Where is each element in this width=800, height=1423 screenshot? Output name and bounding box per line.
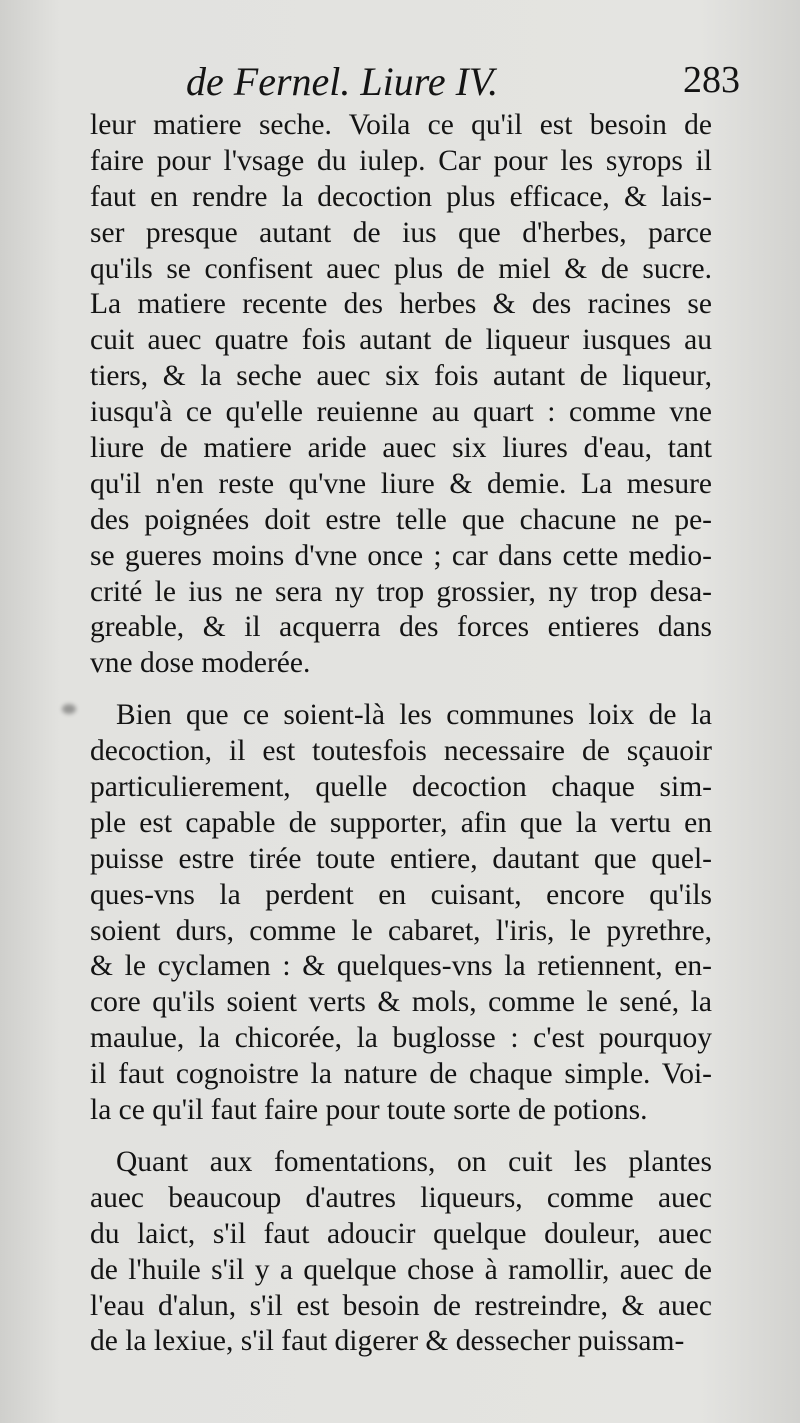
page-header — [90, 58, 740, 108]
text-line: tiers, & la seche auec six fois autant de liqueur, — [90, 360, 712, 393]
text-line: ser presque autant de ius que d'herbes, parce — [90, 216, 712, 249]
text-line: liure de matiere aride auec six liures d'eau, tant — [90, 432, 712, 465]
text-line: iusqu'à ce qu'elle reuienne au quart : comme vne — [90, 396, 712, 429]
paragraph — [90, 698, 712, 1129]
text-line: core qu'ils soient verts & mols, comme le sené, la — [90, 986, 712, 1019]
text-line: vne dose moderée. — [90, 647, 311, 680]
text-line: du laict, s'il faut adoucir quelque douleur, auec — [90, 1217, 712, 1250]
text-line: cuit auec quatre fois autant de liqueur iusques au — [90, 324, 712, 357]
text-line: maulue, la chicorée, la buglosse : c'est pourquoy — [90, 1022, 712, 1055]
text-line: faire pour l'vsage du iulep. Car pour les syrops il — [90, 144, 712, 177]
paragraph — [90, 1145, 712, 1360]
text-line: faut en rendre la decoction plus efficace, & lais- — [90, 180, 712, 213]
text-line: qu'ils se confisent auec plus de miel & de sucre. — [90, 252, 712, 285]
text-line: ques-vns la perdent en cuisant, encore qu'ils — [90, 878, 712, 911]
page-number: 283 — [683, 59, 740, 101]
text-line: de la lexiue, s'il faut digerer & dessecher puissam- — [90, 1325, 685, 1358]
text-line: auec beaucoup d'autres liqueurs, comme auec — [90, 1181, 712, 1214]
paragraph-gap — [90, 1129, 712, 1145]
text-line: & le cyclamen : & quelques-vns la retiennent, en- — [90, 950, 712, 983]
text-line: la ce qu'il faut faire pour toute sorte de potions. — [90, 1094, 648, 1127]
text-line: l'eau d'alun, s'il est besoin de restreindre, & auec — [90, 1289, 712, 1322]
running-head: de Fernel. Liure IV. — [186, 59, 499, 104]
text-line: decoction, il est toutesfois necessaire de sçauoir — [90, 735, 712, 768]
text-line: qu'il n'en reste qu'vne liure & demie. La mesure — [90, 467, 712, 500]
paragraph-gap — [90, 682, 712, 698]
text-line: puisse estre tirée toute entiere, dautant que quel- — [90, 842, 712, 875]
text-line: ple est capable de supporter, afin que la vertu en — [90, 806, 712, 839]
body-text — [90, 108, 712, 1360]
text-line: de l'huile s'il y a quelque chose à ramollir, auec de — [90, 1253, 712, 1286]
paragraph — [90, 108, 712, 682]
ink-blot — [62, 704, 76, 714]
text-line: greable, & il acquerra des forces entieres dans — [90, 611, 712, 644]
text-line: il faut cognoistre la nature de chaque simple. Voi- — [90, 1058, 712, 1091]
text-line: Quant aux fomentations, on cuit les plantes — [116, 1145, 712, 1178]
text-line: particulierement, quelle decoction chaque sim- — [90, 771, 712, 804]
text-line: Bien que ce soient-là les communes loix de la — [116, 699, 712, 732]
text-line: leur matiere seche. Voila ce qu'il est besoin de — [90, 109, 712, 141]
text-line: soient durs, comme le cabaret, l'iris, le pyrethre, — [90, 914, 712, 947]
text-line: des poignées doit estre telle que chacune ne pe- — [90, 503, 712, 536]
text-line: se gueres moins d'vne once ; car dans cette medio- — [90, 539, 712, 572]
text-line: La matiere recente des herbes & des racines se — [90, 288, 712, 321]
text-line: crité le ius ne sera ny trop grossier, ny trop desa- — [90, 575, 712, 608]
